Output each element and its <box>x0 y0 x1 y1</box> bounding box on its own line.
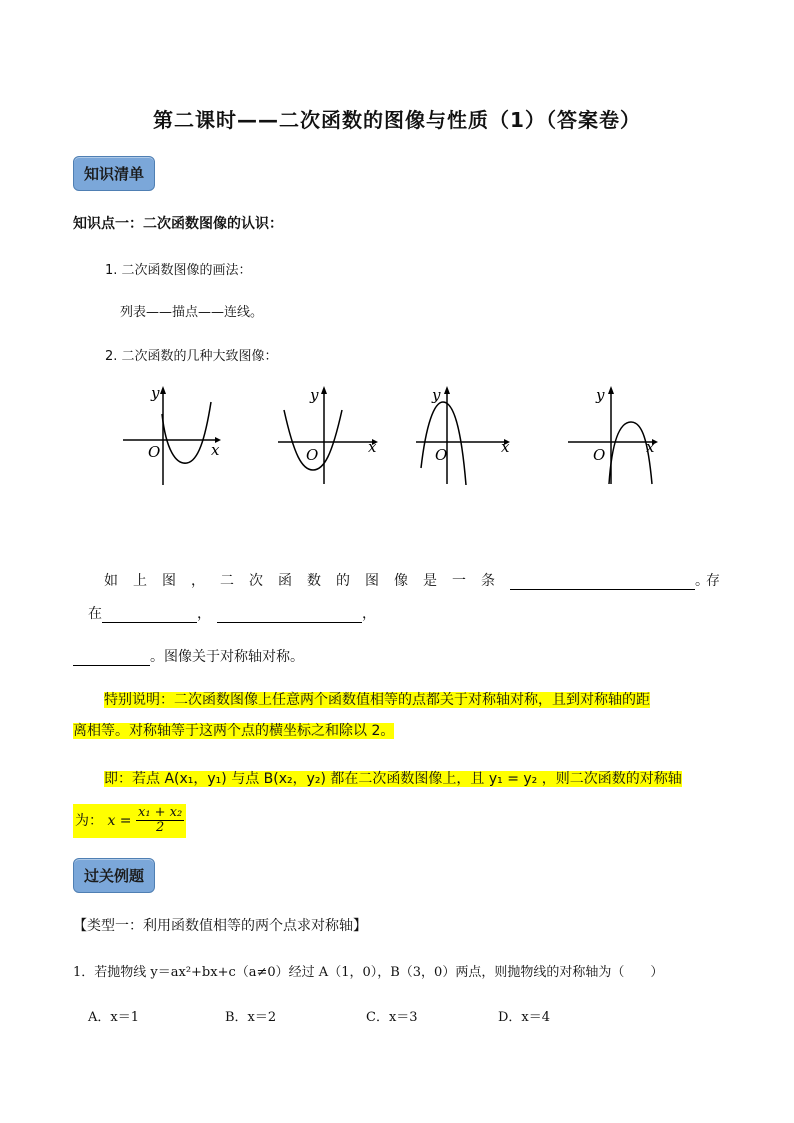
parabola-graphs <box>110 380 670 495</box>
option-c[interactable]: C．x＝3 <box>366 1010 418 1025</box>
type1-heading: 【类型一：利用函数值相等的两个点求对称轴】 <box>73 918 367 934</box>
graph-3-origin-label: O <box>435 446 448 464</box>
graph-4-x-label: x <box>646 438 655 456</box>
fill-line-2-comma-2: ， <box>362 606 376 622</box>
fill-line-3 <box>73 646 304 666</box>
blank-1[interactable] <box>510 589 695 590</box>
fill-line-2-start: 在 <box>88 606 102 622</box>
option-b[interactable]: B．x＝2 <box>225 1010 277 1025</box>
graph-3 <box>416 386 510 485</box>
graph-4-origin-label: O <box>593 446 606 464</box>
graph-4-y-label: y <box>596 386 605 404</box>
graph-2-y-label: y <box>310 386 319 404</box>
formula-intro-line <box>104 768 682 788</box>
question-1: 1．若抛物线 y＝ax²+bx+c（a≠0）经过 A（1，0），B（3，0）两点，则抛物线的对称轴为（ ） <box>73 965 664 980</box>
graph-1-x-label: x <box>211 441 220 459</box>
blank-3[interactable] <box>217 622 362 623</box>
formula-prefix: 为： <box>75 812 103 829</box>
special-note-text-1: 特别说明：二次函数图像上任意两个函数值相等的点都关于对称轴对称，且到对称轴的距 <box>104 692 650 708</box>
graph-1-origin-label: O <box>148 443 161 461</box>
blank-2[interactable] <box>102 622 197 623</box>
item2: 2. 二次函数的几种大致图像： <box>105 349 278 364</box>
graph-4 <box>568 386 658 484</box>
formula-line <box>73 804 186 838</box>
fill-line-3-end: 。图像关于对称轴对称。 <box>150 649 304 665</box>
item1-detail: 列表——描点——连线。 <box>120 305 264 320</box>
graph-2-x-label: x <box>368 438 377 456</box>
formula-highlight <box>73 804 186 838</box>
point1-heading: 知识点一：二次函数图像的认识： <box>73 216 283 232</box>
fill-line-2-comma: ， <box>197 606 211 622</box>
section-badge-knowledge: 知识清单 <box>73 156 155 191</box>
graph-2 <box>278 386 378 484</box>
formula-denominator: 2 <box>155 820 165 836</box>
formula-fraction <box>136 806 184 836</box>
fill-line-2 <box>88 603 376 623</box>
special-note-line-2 <box>73 720 394 740</box>
page-title: 第二课时——二次函数的图像与性质（1）（答案卷） <box>153 108 641 132</box>
graph-3-y-label: y <box>432 386 441 404</box>
item1: 1. 二次函数图像的画法： <box>105 263 252 278</box>
fill-line-1 <box>104 570 724 590</box>
graph-3-x-label: x <box>501 438 510 456</box>
option-d[interactable]: D．x＝4 <box>498 1010 551 1025</box>
blank-4[interactable] <box>73 665 150 666</box>
fill-line-1-end: 。 <box>695 573 709 589</box>
formula-x: x = <box>107 812 132 829</box>
special-note-text-2: 离相等。对称轴等于这两个点的横坐标之和除以 2。 <box>73 723 395 739</box>
fill-line-1-text: 如上图，二次函数的图像是一条 <box>104 573 510 589</box>
section-badge-examples: 过关例题 <box>73 858 155 893</box>
graph-1 <box>123 386 221 485</box>
graph-1-y-label: y <box>151 384 160 402</box>
special-note-line-1 <box>104 689 650 709</box>
fill-line-1-tail: 存 <box>706 573 720 589</box>
formula-numerator: x₁ + x₂ <box>137 805 183 820</box>
graph-2-origin-label: O <box>306 446 319 464</box>
formula-intro-text: 即：若点 A(x₁，y₁) 与点 B(x₂，y₂) 都在二次函数图像上，且 y₁ = y₂ ，则二次函数的对称轴 <box>104 771 682 787</box>
option-a[interactable]: A．x＝1 <box>88 1010 139 1025</box>
